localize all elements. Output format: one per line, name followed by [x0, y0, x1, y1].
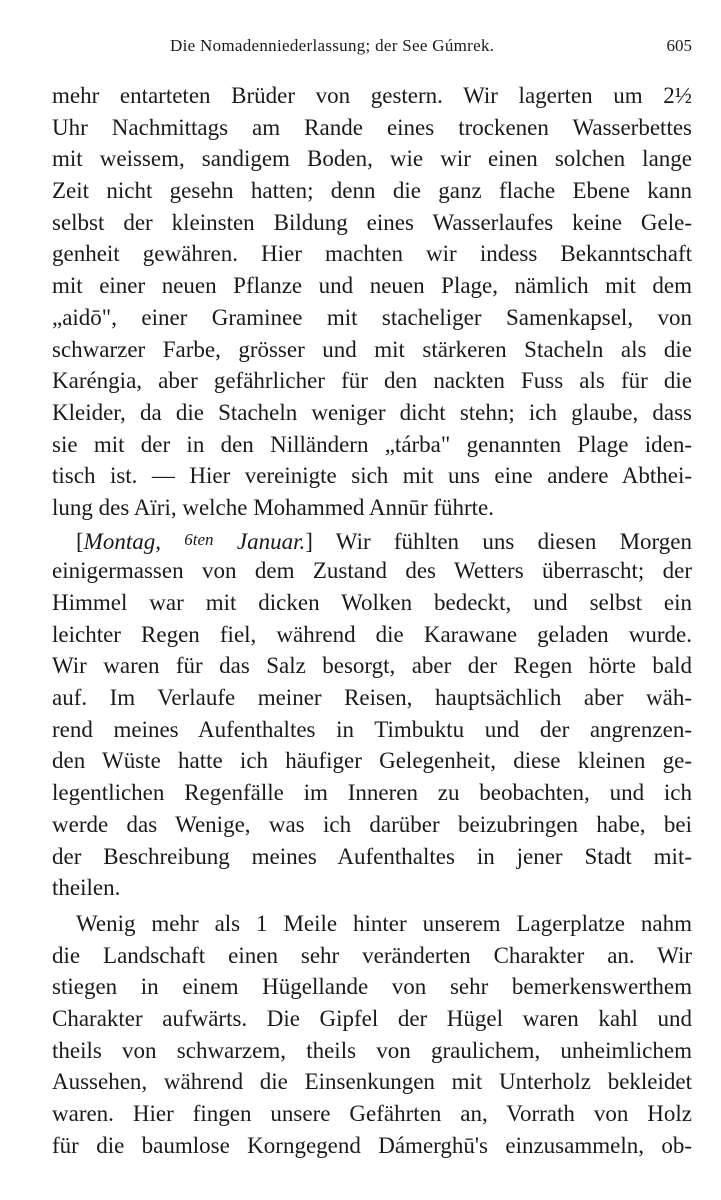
- text-line: Zeit nicht gesehn hatten; denn die ganz flache Ebene kann: [52, 178, 692, 204]
- date-ordinal: 6ten: [184, 529, 214, 549]
- text-line: Aussehen, während die Einsenkungen mit Unterholz bekleidet: [52, 1069, 692, 1095]
- text-line: „aidō", einer Graminee mit stacheliger Samenkapsel, von: [52, 304, 692, 330]
- text-line: legentlichen Regenfälle im Inneren zu beobachten, und ich: [52, 780, 692, 806]
- page-number: 605: [666, 36, 692, 55]
- running-title: Die Nomadenniederlassung; der See Gúmrek.: [170, 36, 495, 55]
- text-line: der Beschreibung meines Aufenthaltes in jener Stadt mit-: [52, 843, 692, 869]
- text-line: den Wüste hatte ich häufiger Gelegenheit, diese kleinen ge-: [52, 748, 692, 774]
- text-line: Uhr Nachmittags am Rande eines trockenen Wasserbettes: [52, 114, 692, 140]
- bracket-open: [: [76, 528, 84, 554]
- date-month: Januar.: [236, 528, 306, 554]
- text-line: stiegen in einem Hügellande von sehr bemerkenswerthem: [52, 974, 692, 1000]
- paragraph-3: [52, 908, 692, 1162]
- bracket-close: ]: [305, 528, 313, 554]
- text-line: mit weissem, sandigem Boden, wie wir einen solchen lange: [52, 146, 692, 172]
- paragraph-1: [52, 80, 692, 524]
- text-line: Kleider, da die Stacheln weniger dicht stehn; ich glaube, dass: [52, 399, 692, 425]
- first-line-rest: Wir fühlten uns diesen Morgen: [335, 528, 693, 554]
- text-line: Wir waren für das Salz besorgt, aber der Regen hörte bald: [52, 653, 692, 679]
- text-line: schwarzer Farbe, grösser und mit stärkeren Stacheln als die: [52, 336, 692, 362]
- text-line: theils von schwarzem, theils von graulichem, unheimlichem: [52, 1037, 692, 1063]
- paragraph-2: [52, 524, 692, 904]
- text-line: mehr entarteten Brüder von gestern. Wir lagerten um 2½: [52, 83, 692, 108]
- text-line: selbst der kleinsten Bildung eines Wasserlaufes keine Gele-: [52, 209, 692, 235]
- text-line: theilen.: [52, 875, 121, 901]
- text-line: Himmel war mit dicken Wolken bedeckt, und selbst ein: [52, 590, 692, 615]
- text-line: mit einer neuen Pflanze und neuen Plage, nämlich mit dem: [52, 273, 692, 299]
- body-text: [52, 80, 692, 1161]
- text-line: tisch ist. — Hier vereinigte sich mit uns eine andere Abthei-: [52, 463, 692, 489]
- text-line: die Landschaft einen sehr veränderten Charakter an. Wir: [52, 942, 692, 968]
- text-line: genheit gewähren. Hier machten wir indess Bekanntschaft: [52, 241, 692, 267]
- text-line: Karéngia, aber gefährlicher für den nackten Fuss als für die: [52, 368, 692, 394]
- text-line: auf. Im Verlaufe meiner Reisen, hauptsächlich aber wäh-: [52, 685, 692, 711]
- text-line: waren. Hier fingen unsere Gefährten an, Vorrath von Holz: [52, 1101, 692, 1126]
- text-line: sie mit der in den Nilländern „tárba" genannten Plage iden-: [52, 431, 692, 457]
- text-line: für die baumlose Korngegend Dámerghū's einzusammeln, ob-: [52, 1132, 692, 1158]
- text-line: Wenig mehr als 1 Meile hinter unserem Lagerplatze nahm: [76, 910, 692, 936]
- page-header: [52, 36, 692, 60]
- text-line: lung des Aïri, welche Mohammed Annūr führte.: [52, 494, 495, 520]
- dated-entry-line: [52, 524, 692, 556]
- text-line: Charakter aufwärts. Die Gipfel der Hügel waren kahl und: [52, 1005, 692, 1031]
- text-line: leichter Regen fiel, während die Karawane geladen wurde.: [52, 621, 692, 647]
- date-day: Montag,: [83, 528, 161, 554]
- date-heading: [76, 529, 313, 554]
- text-line: rend meines Aufenthaltes in Timbuktu und der angrenzen-: [52, 716, 692, 742]
- text-line: einigermassen von dem Zustand des Wetters überrascht; der: [52, 558, 692, 584]
- text-line: werde das Wenige, was ich darüber beizubringen habe, bei: [52, 811, 692, 837]
